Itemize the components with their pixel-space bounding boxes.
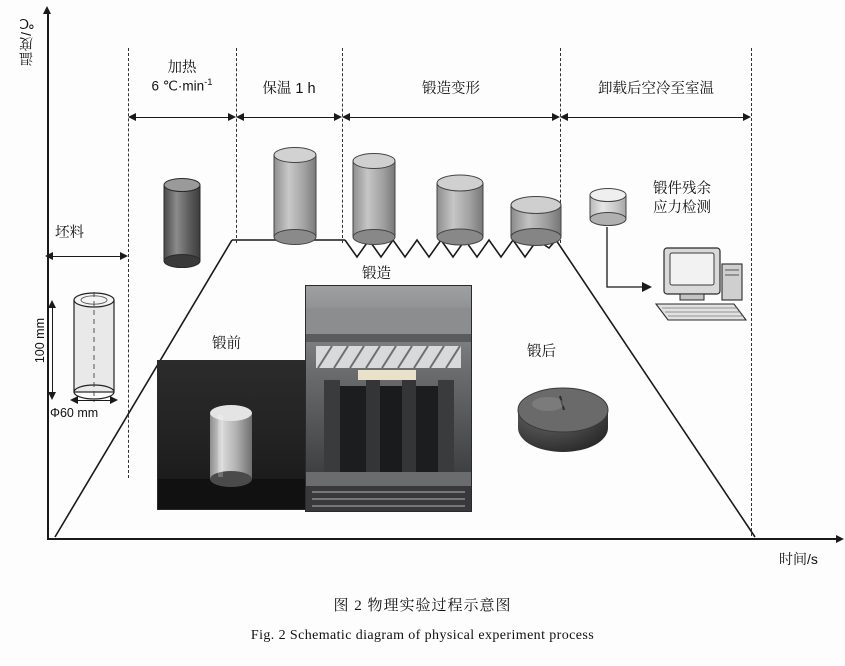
stage-label-heating-line1: 加热 [167,60,197,76]
y-axis-label: 温度/℃ [18,14,34,66]
specimen-cylinder-forging-2 [430,172,490,246]
stage-span-holding [240,117,338,118]
stage-label-forging [346,80,556,98]
billet-span-right-arrow [120,252,128,260]
billet-height-dim-top-arrow [48,300,56,308]
residual-stress-label-line1: 锻件残余 [653,181,711,197]
billet-drawing [60,288,132,410]
billet-diameter-dim-right-arrow [110,396,118,404]
stage-span-cooling [564,117,747,118]
billet-span-left-arrow [45,252,53,260]
before-forging-photo [157,360,307,510]
residual-stress-label [627,180,737,218]
stage-span-forging [346,117,556,118]
stage-label-heating-line2: 6 $℃\cdot\min^{-1}$ [151,77,213,94]
billet-diameter-dim-line [74,400,114,401]
stage-span-forging-left-arrow [342,113,350,121]
before-forging-label: 锻前 [212,336,241,352]
after-forging-label: 锻后 [527,344,556,360]
stage-divider-3 [342,48,343,243]
stage-label-heating-exponent: -1 [204,77,213,89]
stage-span-forging-right-arrow [552,113,560,121]
stage-label-holding [240,80,338,98]
specimen-cylinder-forging-3 [505,194,567,248]
billet-label: 坯料 [55,225,84,241]
stage-span-heating-left-arrow [128,113,136,121]
stage-label-cooling [562,80,750,98]
stage-span-cooling-right-arrow [743,113,751,121]
billet-height-dim-bottom-arrow [48,392,56,400]
forging-press-photo [305,285,472,512]
stage-span-holding-left-arrow [236,113,244,121]
stage-span-cooling-left-arrow [560,113,568,121]
billet-diameter-dim-left-arrow [70,396,78,404]
stage-label-holding-line1: 保温 1 h [262,81,316,97]
stage-label-cooling-line1: 卸载后空冷至室温 [598,81,714,97]
specimen-cylinder-heating [156,175,208,271]
billet-span-arrow [48,256,126,257]
billet-diameter-dim-text: Φ60 mm [50,406,99,420]
billet-height-dim-text: 100 mm [33,318,47,364]
figure-caption-en: Fig. 2 Schematic diagram of physical experiment process [250,628,595,643]
figure-caption-cn: 图 2 物理实验过程示意图 [333,598,512,614]
specimen-cylinder-forging-1 [345,150,403,246]
stage-divider-2 [236,48,237,243]
forging-process-label: 锻造 [362,266,391,282]
x-axis-label: 时间/s [779,551,818,567]
after-forging-part [512,380,614,462]
stage-span-heating [132,117,232,118]
computer-icon [650,246,760,328]
billet-height-dim-line [52,306,53,396]
specimen-cylinder-holding [266,144,324,246]
stage-label-heating [128,59,236,96]
residual-stress-label-line2: 应力检测 [653,199,711,216]
stage-span-holding-right-arrow [334,113,342,121]
stage-label-forging-line1: 锻造变形 [422,81,480,97]
stage-span-heating-right-arrow [228,113,236,121]
